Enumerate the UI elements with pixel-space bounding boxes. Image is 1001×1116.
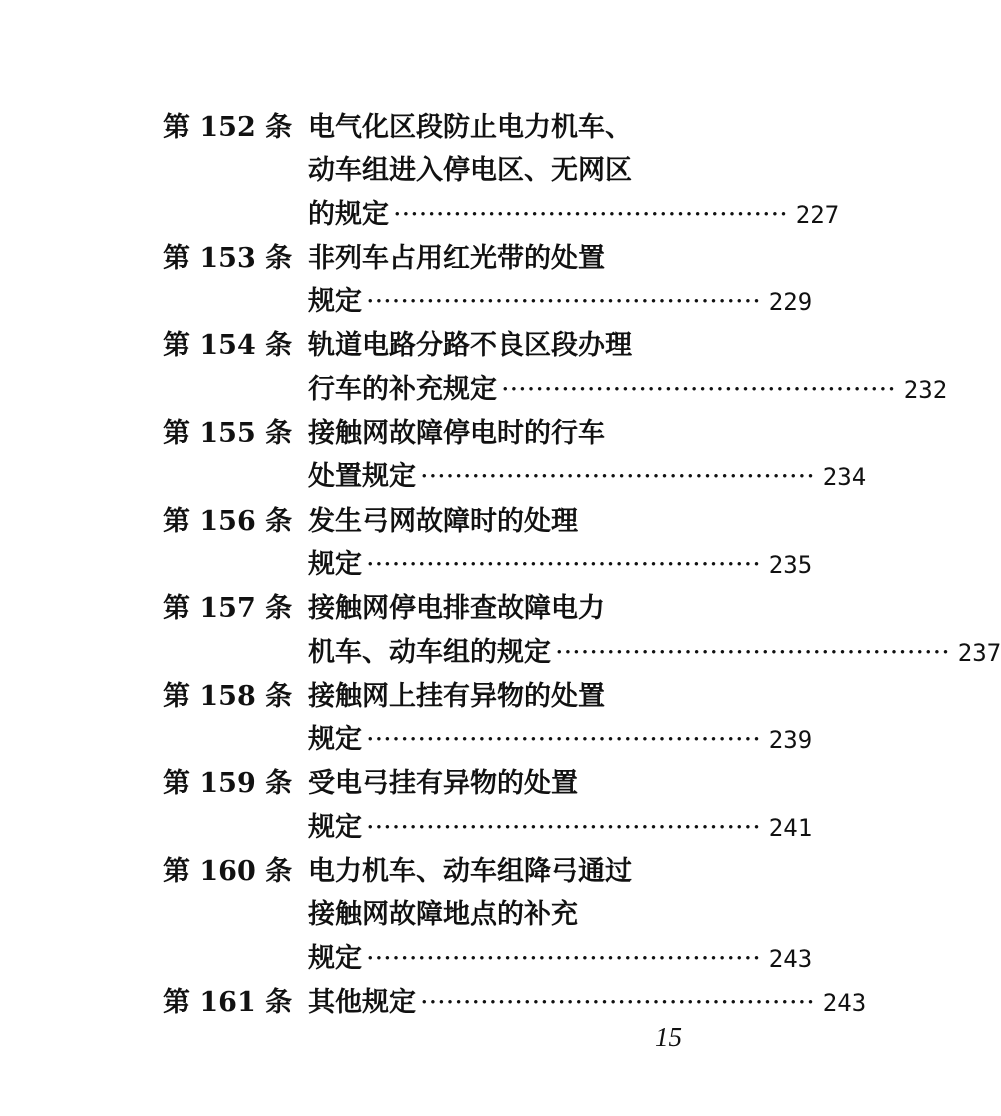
entry-last-line [308,368,948,412]
entry-last-line [308,543,813,587]
toc-entry-154[interactable] [163,324,948,412]
entry-title-line: 规定 [308,724,362,756]
article-number: 第 157 条 [163,593,293,625]
entry-title-line: 接触网停电排查故障电力 [308,593,605,625]
toc-entry-161[interactable] [163,981,867,1025]
entry-title-line: 规定 [308,548,362,580]
toc-entry-157[interactable] [163,587,1001,675]
entry-title [308,237,813,325]
entry-title [308,850,813,981]
article-number: 第 155 条 [163,418,293,450]
entry-title-line: 处置规定 [308,461,416,493]
entry-last-line [308,981,867,1025]
dot-leader: ·············································· [366,942,761,974]
toc-entry-159[interactable] [163,762,813,850]
page-reference: 235 [768,550,813,579]
entry-title-line: 电气化区段防止电力机车、 [308,112,632,143]
page-reference: 229 [768,288,813,317]
entry-last-line [308,193,840,237]
page-reference: 227 [795,200,840,229]
toc-entry-155[interactable] [163,412,867,500]
article-number: 第 154 条 [163,330,293,362]
table-of-contents [163,106,1001,1025]
page-reference: 243 [768,944,813,973]
entry-title-line: 电力机车、动车组降弓通过 [308,856,632,888]
dot-leader: ·············································· [420,461,815,493]
page-reference: 241 [768,813,813,842]
dot-leader: ·············································· [366,548,761,580]
toc-entry-153[interactable] [163,237,813,325]
entry-title-line: 发生弓网故障时的处理 [308,505,578,537]
page-reference: 234 [822,463,867,492]
entry-title [308,106,840,237]
toc-entry-156[interactable] [163,500,813,588]
entry-last-line [308,806,813,850]
page-reference: 239 [768,726,813,755]
page-number: 15 [655,1022,682,1052]
article-number: 第 152 条 [163,112,293,143]
entry-title-line: 行车的补充规定 [308,373,497,405]
page-reference: 232 [903,375,948,404]
entry-title-line: 接触网上挂有异物的处置 [308,680,605,712]
entry-title-line: 其他规定 [308,986,416,1018]
article-number: 第 153 条 [163,242,293,274]
dot-leader: ·············································· [366,811,761,843]
entry-title-line: 非列车占用红光带的处置 [308,242,605,274]
entry-title-line: 轨道电路分路不良区段办理 [308,330,632,362]
page-reference: 243 [822,988,867,1017]
entry-title-line: 规定 [308,942,362,974]
toc-entry-160[interactable] [163,850,813,981]
entry-title-line: 规定 [308,811,362,843]
dot-leader: ·············································· [366,286,761,318]
entry-title-line: 接触网故障地点的补充 [308,899,578,931]
entry-title-line: 受电弓挂有异物的处置 [308,768,578,800]
entry-title-line: 的规定 [308,198,389,230]
article-number: 第 156 条 [163,505,293,537]
dot-leader: ·············································· [366,724,761,756]
entry-last-line [308,455,867,499]
entry-title [308,500,813,588]
entry-last-line [308,631,1001,675]
entry-title-line: 机车、动车组的规定 [308,636,551,668]
entry-title [308,324,948,412]
article-number: 第 159 条 [163,768,293,800]
entry-title-line: 接触网故障停电时的行车 [308,418,605,450]
article-number: 第 158 条 [163,680,293,712]
entry-last-line [308,937,813,981]
article-number: 第 160 条 [163,856,293,888]
entry-title [308,762,813,850]
article-number: 第 161 条 [163,986,293,1018]
entry-title [308,412,867,500]
dot-leader: ·············································· [501,373,896,405]
dot-leader: ·············································· [420,986,815,1018]
entry-title [308,587,1001,675]
entry-title-line: 规定 [308,286,362,318]
entry-title-line: 动车组进入停电区、无网区 [308,155,632,187]
entry-last-line [308,280,813,324]
entry-title [308,981,867,1025]
dot-leader: ·············································· [393,198,788,230]
dot-leader: ·············································· [555,636,950,668]
toc-entry-152[interactable] [163,106,840,237]
entry-last-line [308,718,813,762]
toc-entry-158[interactable] [163,675,813,763]
page-reference: 237 [957,638,1001,667]
entry-title [308,675,813,763]
